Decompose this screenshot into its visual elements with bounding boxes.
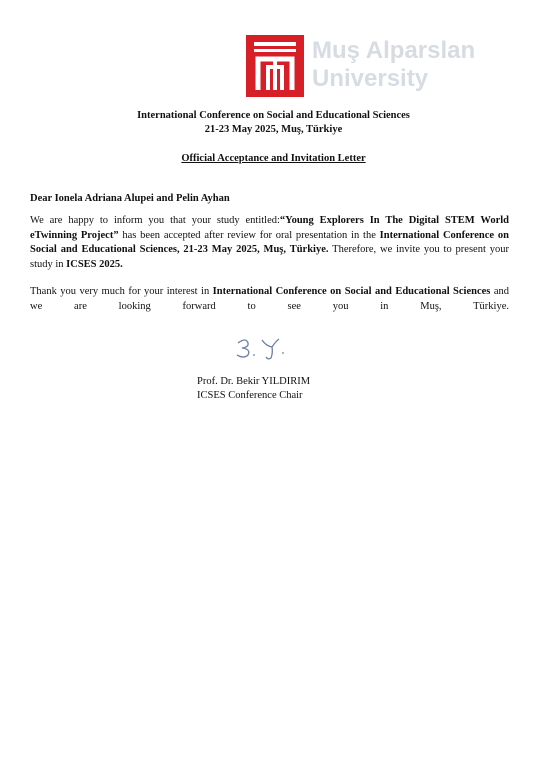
university-name-watermark: [312, 37, 476, 93]
logo-text-line1: Muş Alparslan: [312, 37, 476, 64]
university-emblem-icon: [246, 35, 304, 97]
p1-text-1: We are happy to inform you that your study entitled:: [30, 215, 280, 226]
handwritten-signature: [232, 335, 292, 361]
study-title: “Young Explorers In The Digital STEM World eTwinning Project”: [30, 215, 510, 241]
signer-title: ICSES Conference Chair: [197, 390, 303, 401]
p1-text-2: has been accepted after review for oral presentation in the: [118, 229, 380, 241]
conference-reference: International Conference on Social and Educational Sciences, 21-23 May 2025, Muş, Türkiye.: [30, 229, 509, 255]
conference-title: International Conference on Social and Educational Sciences: [137, 110, 410, 121]
thanks-paragraph: [30, 285, 509, 314]
p2-text-1: Thank you very much for your interest in: [30, 286, 213, 297]
conference-header: [0, 109, 547, 137]
p2-text-2: and we are looking forward to see you in Muş, Türkiye.: [30, 286, 509, 312]
salutation: Dear Ionela Adriana Alupei and Pelin Ayhan: [30, 193, 230, 204]
p1-text-3: Therefore, we invite you to present your study in: [30, 244, 509, 270]
conference-date-location: 21-23 May 2025, Muş, Türkiye: [204, 124, 343, 135]
conference-acronym: ICSES 2025.: [66, 258, 123, 270]
conference-name: International Conference on Social and Educational Sciences: [212, 286, 491, 297]
acceptance-paragraph: [30, 214, 509, 272]
signer-name: Prof. Dr. Bekir YILDIRIM: [197, 376, 311, 387]
logo-text-line2: University: [312, 65, 429, 92]
university-logo: [246, 35, 476, 97]
signer-block: [197, 375, 310, 403]
letter-subject: Official Acceptance and Invitation Letter: [181, 153, 366, 164]
